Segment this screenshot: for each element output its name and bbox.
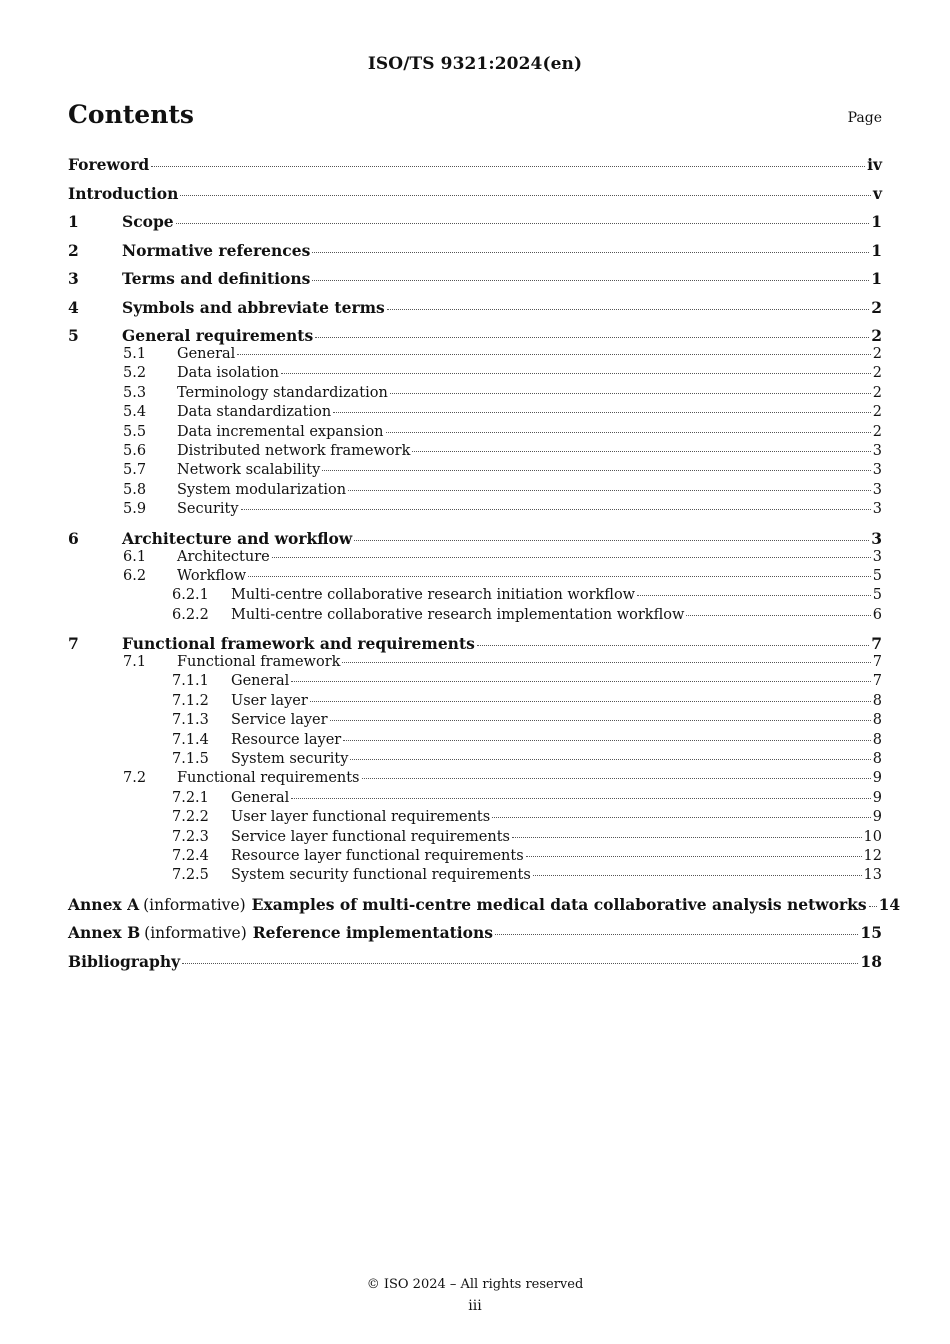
toc-entry-title: Data incremental expansion — [177, 423, 384, 440]
toc-entry-section-5-5[interactable] — [68, 424, 882, 443]
toc-entry-number: 7.2.4 — [172, 847, 209, 864]
dot-leader — [333, 412, 871, 413]
dot-leader — [512, 837, 862, 838]
toc-entry-title: General — [231, 789, 290, 806]
toc-entry-page: 9 — [872, 809, 882, 826]
toc-entry-title: Architecture — [177, 548, 270, 565]
toc-entry-number: 6 — [68, 528, 79, 548]
toc-entry-title: Distributed network framework — [177, 442, 411, 459]
toc-entry-section-7-1[interactable] — [68, 654, 882, 673]
dot-leader — [492, 817, 871, 818]
toc-entry-number: 7 — [68, 634, 79, 654]
dot-leader — [686, 615, 870, 616]
toc-entry-page: 8 — [872, 731, 882, 748]
toc-entry-number: 6.2.2 — [172, 606, 209, 623]
toc-entry-title: Introduction — [68, 183, 179, 203]
dot-leader — [248, 576, 871, 577]
toc-entry-number: 7.2.3 — [172, 828, 209, 845]
toc-entry-number: 6.1 — [123, 548, 147, 565]
dot-leader — [312, 280, 869, 281]
dot-leader — [412, 451, 870, 452]
toc-entry-page: 2 — [872, 404, 882, 421]
toc-entry-page: 13 — [863, 867, 882, 884]
toc-entry-title: User layer — [231, 692, 308, 709]
toc-entry-page: 1 — [871, 240, 882, 260]
toc-entry-title: User layer functional requirements — [231, 809, 491, 826]
dot-leader — [526, 856, 862, 857]
toc-entry-number: 5.8 — [123, 481, 147, 498]
toc-entry-page: 7 — [872, 673, 882, 690]
table-of-contents — [68, 155, 901, 980]
dot-leader — [533, 875, 862, 876]
dot-leader — [176, 223, 870, 224]
dot-leader — [354, 540, 869, 541]
dot-leader — [310, 701, 871, 702]
toc-entry-page: 14 — [878, 894, 901, 914]
toc-entry-number: 7.1.2 — [172, 692, 209, 709]
toc-entry-title: General requirements — [122, 326, 314, 345]
toc-entry-page: 7 — [871, 634, 882, 654]
toc-entry-title: General — [177, 346, 236, 362]
toc-entry-number: 2 — [68, 240, 79, 260]
dot-leader — [387, 309, 869, 310]
toc-entry-section-5-2[interactable] — [68, 365, 882, 384]
dot-leader — [180, 195, 871, 196]
toc-entry-title: Terms and definitions — [122, 269, 311, 288]
toc-entry-number: 6.2.1 — [172, 587, 209, 604]
toc-entry-number: 4 — [68, 297, 79, 317]
annex-type: (informative) — [143, 895, 246, 914]
toc-entry-page: 2 — [872, 365, 882, 382]
toc-entry-title: Normative references — [122, 240, 311, 260]
toc-entry-title: General — [231, 673, 290, 690]
toc-entry-page: v — [872, 183, 882, 203]
toc-entry-section-2[interactable] — [68, 241, 882, 270]
toc-entry-number: 5.5 — [123, 423, 147, 440]
dot-leader — [386, 432, 871, 433]
toc-entry-section-1[interactable] — [68, 212, 882, 241]
toc-entry-page: 3 — [871, 528, 882, 548]
copyright-notice: © ISO 2024 – All rights reserved — [366, 1277, 584, 1292]
dot-leader — [182, 963, 858, 964]
dot-leader — [348, 490, 871, 491]
toc-entry-title: Symbols and abbreviate terms — [122, 297, 385, 317]
dot-leader — [322, 470, 871, 471]
document-header: ISO/TS 9321:2024(en) — [367, 54, 583, 74]
toc-entry-page: 3 — [872, 548, 882, 565]
toc-entry-title: Functional framework and requirements — [122, 634, 475, 654]
toc-entry-section-5-4[interactable] — [68, 404, 882, 423]
toc-entry-title: Workflow — [177, 567, 247, 584]
toc-entry-section-6-2[interactable] — [68, 568, 882, 587]
toc-entry-number: 7.2.5 — [172, 867, 209, 884]
toc-entry-page: 12 — [863, 847, 882, 864]
toc-entry-title: Functional requirements — [177, 770, 360, 787]
toc-entry-page: 5 — [872, 567, 882, 584]
toc-entry-number: 5.2 — [123, 365, 147, 382]
toc-entry-section-5-3[interactable] — [68, 385, 882, 404]
toc-entry-page: 2 — [872, 384, 882, 401]
toc-entry-section-7-2[interactable] — [68, 770, 882, 789]
toc-entry-introduction[interactable] — [68, 184, 882, 213]
toc-entry-number: 7.1 — [123, 654, 147, 671]
toc-entry-title: Terminology standardization — [177, 384, 388, 401]
toc-entry-page: 2 — [872, 346, 882, 362]
toc-entry-title: Network scalability — [177, 462, 321, 479]
annex-label: Annex B — [68, 923, 141, 943]
toc-entry-page: 3 — [872, 442, 882, 459]
toc-entry-section-6[interactable] — [68, 529, 882, 549]
toc-entry-number: 5.7 — [123, 462, 147, 479]
toc-entry-title: Data standardization — [177, 404, 332, 421]
toc-entry-title: System security — [231, 751, 349, 768]
toc-entry-page: 5 — [872, 587, 882, 604]
toc-entry-number: 6.2 — [123, 567, 147, 584]
toc-entry-title: Service layer — [231, 712, 328, 729]
dot-leader — [350, 759, 870, 760]
toc-entry-page: 8 — [872, 751, 882, 768]
toc-entry-page: 3 — [872, 462, 882, 479]
toc-entry-title: System security functional requirements — [231, 867, 531, 884]
toc-entry-page: 1 — [871, 212, 882, 231]
dot-leader — [343, 740, 871, 741]
toc-entry-title: Functional framework — [177, 654, 341, 671]
toc-entry-title: Architecture and workflow — [122, 528, 353, 548]
toc-entry-section-7-2-2[interactable] — [68, 809, 882, 828]
toc-entry-section-7[interactable] — [68, 634, 882, 654]
toc-entry-page: 8 — [872, 692, 882, 709]
toc-entry-bibliography[interactable] — [68, 952, 882, 981]
dot-leader — [312, 252, 869, 253]
toc-entry-page: 9 — [872, 789, 882, 806]
toc-entry-section-7-2-5[interactable] — [68, 867, 882, 886]
dot-leader — [237, 354, 870, 355]
page-number: iii — [468, 1298, 482, 1314]
toc-entry-title: Multi-centre collaborative research initiation workflow — [231, 587, 636, 604]
toc-entry-page: 2 — [872, 423, 882, 440]
toc-entry-number: 5.9 — [123, 501, 147, 518]
toc-entry-number: 1 — [68, 212, 79, 231]
toc-entry-title: Service layer functional requirements — [231, 828, 510, 845]
toc-entry-page: 8 — [872, 712, 882, 729]
toc-entry-title: Reference implementations — [252, 923, 494, 943]
toc-entry-section-7-1-4[interactable] — [68, 732, 882, 751]
toc-entry-section-3[interactable] — [68, 269, 882, 298]
dot-leader — [241, 509, 871, 510]
toc-entry-number: 5.4 — [123, 404, 147, 421]
toc-entry-section-5-7[interactable] — [68, 462, 882, 481]
toc-entry-page: 15 — [860, 923, 882, 943]
dot-leader — [272, 557, 871, 558]
dot-leader — [637, 595, 871, 596]
annex-label: Annex A — [68, 894, 140, 914]
toc-entry-title: Data isolation — [177, 365, 279, 382]
toc-entry-section-7-1-3[interactable] — [68, 712, 882, 731]
toc-entry-number: 5.6 — [123, 442, 147, 459]
toc-entry-section-7-1-2[interactable] — [68, 693, 882, 712]
toc-entry-number: 3 — [68, 269, 79, 288]
toc-entry-page: 18 — [860, 951, 882, 971]
toc-entry-title: Security — [177, 501, 239, 518]
toc-entry-number: 7.1.5 — [172, 751, 209, 768]
toc-entry-section-6-2-1[interactable] — [68, 587, 882, 606]
toc-entry-number: 7.2.2 — [172, 809, 209, 826]
toc-entry-section-5-9[interactable] — [68, 501, 882, 520]
toc-entry-page: 3 — [872, 481, 882, 498]
toc-entry-title: Resource layer functional requirements — [231, 847, 524, 864]
toc-entry-annex-b[interactable] — [68, 923, 882, 952]
toc-entry-section-7-2-4[interactable] — [68, 848, 882, 867]
toc-entry-title: Foreword — [68, 155, 150, 174]
dot-leader — [281, 373, 871, 374]
dot-leader — [315, 337, 869, 338]
toc-entry-title: System modularization — [177, 481, 347, 498]
dot-leader — [151, 166, 865, 167]
toc-entry-number: 5.3 — [123, 384, 147, 401]
toc-entry-annex-a[interactable] — [68, 894, 901, 924]
toc-entry-number: 7.1.1 — [172, 673, 209, 690]
toc-entry-number: 5 — [68, 326, 79, 345]
toc-entry-section-7-1-5[interactable] — [68, 751, 882, 770]
page-column-label: Page — [847, 110, 882, 126]
toc-entry-foreword[interactable] — [68, 155, 882, 184]
toc-entry-section-5-6[interactable] — [68, 443, 882, 462]
toc-entry-page: 2 — [871, 297, 882, 317]
toc-entry-number: 5.1 — [123, 346, 147, 362]
dot-leader — [291, 798, 870, 799]
dot-leader — [362, 778, 871, 779]
toc-entry-section-7-1-1[interactable] — [68, 673, 882, 692]
toc-entry-page: 2 — [871, 326, 882, 345]
toc-entry-page: 6 — [872, 606, 882, 623]
dot-leader — [869, 906, 877, 907]
toc-entry-section-6-2-2[interactable] — [68, 607, 882, 626]
toc-entry-section-7-2-1[interactable] — [68, 790, 882, 809]
toc-entry-title: Scope — [122, 212, 174, 231]
toc-entry-page: 1 — [871, 269, 882, 288]
toc-entry-title: Multi-centre collaborative research implementation workflow — [231, 606, 685, 623]
toc-entry-number: 7.1.4 — [172, 731, 209, 748]
toc-entry-section-7-2-3[interactable] — [68, 829, 882, 848]
toc-entry-section-5-1[interactable] — [68, 346, 882, 365]
toc-entry-page: 10 — [863, 828, 882, 845]
toc-entry-section-4[interactable] — [68, 298, 882, 327]
dot-leader — [390, 393, 871, 394]
toc-entry-title: Resource layer — [231, 731, 342, 748]
toc-entry-page: 7 — [872, 654, 882, 671]
dot-leader — [291, 681, 870, 682]
toc-entry-page: 9 — [872, 770, 882, 787]
toc-entry-section-5-8[interactable] — [68, 482, 882, 501]
toc-entry-page: 3 — [872, 501, 882, 518]
dot-leader — [342, 662, 870, 663]
contents-title: Contents — [68, 100, 195, 129]
annex-type: (informative) — [144, 924, 247, 943]
dot-leader — [477, 645, 869, 646]
toc-entry-title: Examples of multi-centre medical data collaborative analysis networks — [251, 894, 867, 914]
toc-entry-section-6-1[interactable] — [68, 549, 882, 568]
dot-leader — [330, 720, 871, 721]
dot-leader — [495, 934, 858, 935]
toc-entry-number: 7.2 — [123, 770, 147, 787]
toc-entry-section-5[interactable] — [68, 326, 882, 346]
toc-entry-title: Bibliography — [68, 951, 181, 971]
toc-entry-number: 7.2.1 — [172, 789, 209, 806]
toc-entry-page: iv — [867, 155, 882, 174]
toc-entry-number: 7.1.3 — [172, 712, 209, 729]
